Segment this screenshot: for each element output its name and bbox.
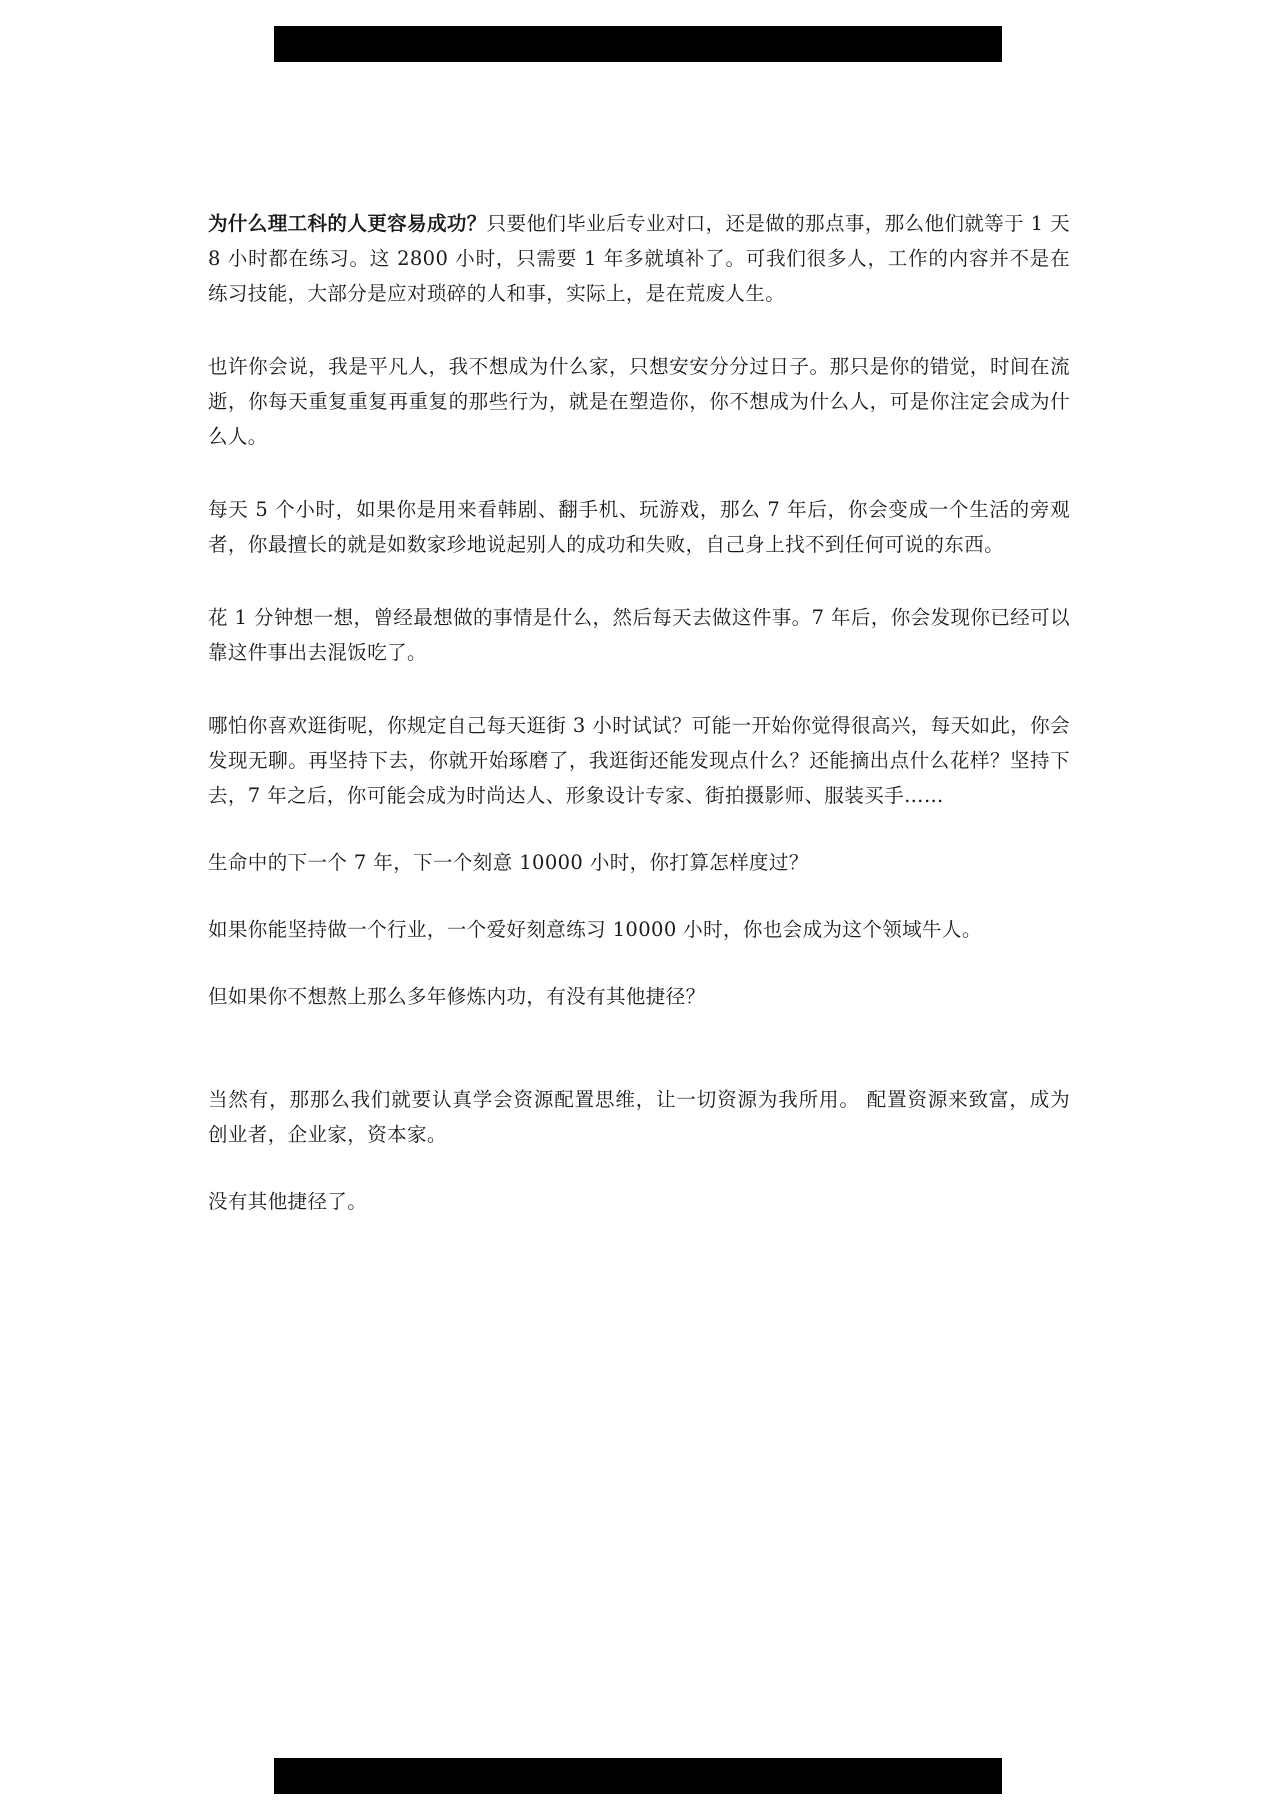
paragraph-8: 但如果你不想熬上那么多年修炼内功，有没有其他捷径？ [208,985,706,1008]
paragraph-10: 没有其他捷径了。 [208,1190,368,1213]
paragraph-3: 每天 5 个小时，如果你是用来看韩剧、翻手机、玩游戏，那么 7 年后，你会变成一个生活的旁观者，你最擅长的就是如数家珍地说起别人的成功和失败，自己身上找不到任何可说的东西。 [208,498,1070,556]
paragraph-lead: 为什么理工科的人更容易成功？ [208,212,487,235]
paragraph-1 [208,206,1070,311]
redaction-bar-bottom [274,1758,1002,1794]
paragraph-2: 也许你会说，我是平凡人，我不想成为什么家，只想安安分分过日子。那只是你的错觉，时间在流逝，你每天重复重复再重复的那些行为，就是在塑造你，你不想成为什么人，可是你注定会成为什么人。 [208,355,1070,448]
paragraph-7: 如果你能坚持做一个行业，一个爱好刻意练习 10000 小时，你也会成为这个领域牛人。 [208,918,982,941]
paragraph-6: 生命中的下一个 7 年，下一个刻意 10000 小时，你打算怎样度过？ [208,851,809,874]
paragraph-4: 花 1 分钟想一想，曾经最想做的事情是什么，然后每天去做这件事。7 年后，你会发现你已经可以靠这件事出去混饭吃了。 [208,606,1070,664]
paragraph-text: 只要他们毕业后专业对口，还是做的那点事，那么他们就等于 1 天 8 小时都在练习。这 2800 小时，只需要 1 年多就填补了。可我们很多人，工作的内容并不是在练习技能，大部分是应对琐碎的人和事，实际上，是在荒废人生。 [208,212,1070,305]
paragraph-9: 当然有，那那么我们就要认真学会资源配置思维，让一切资源为我所用。 配置资源来致富，成为创业者，企业家，资本家。 [208,1088,1070,1146]
redaction-bar-top [274,26,1002,62]
document-body [208,206,1070,1219]
paragraph-5: 哪怕你喜欢逛街呢，你规定自己每天逛街 3 小时试试？可能一开始你觉得很高兴，每天如此，你会发现无聊。再坚持下去，你就开始琢磨了，我逛街还能发现点什么？还能摘出点什么花样？坚持下去，7 年之后，你可能会成为时尚达人、形象设计专家、街拍摄影师、服装买手…… [208,714,1070,807]
